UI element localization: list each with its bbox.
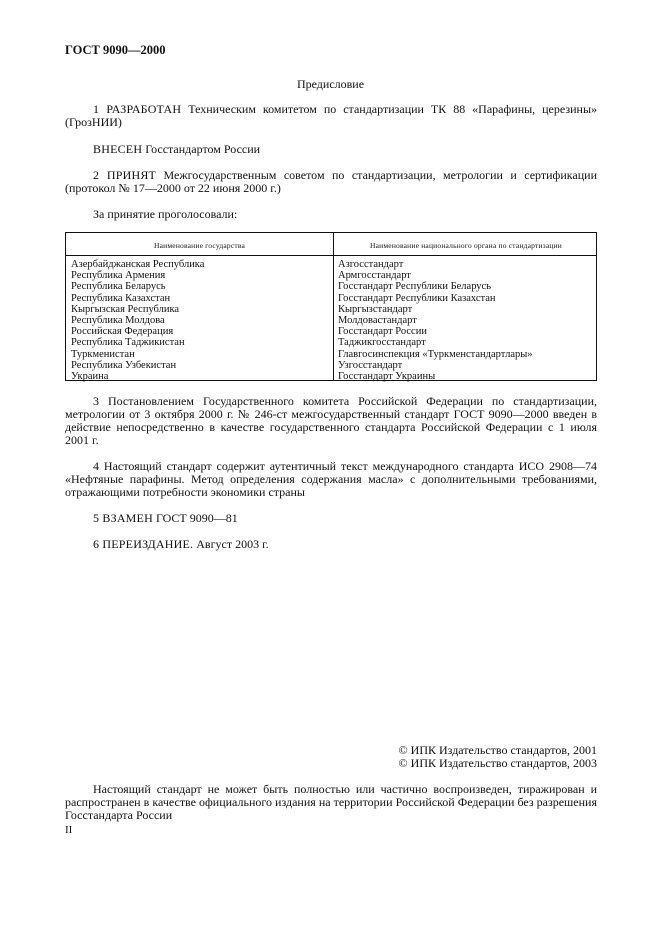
- standards-body-cell: Армгосстандарт: [338, 270, 411, 282]
- table-row: [66, 371, 596, 382]
- standards-body-cell: Таджикгосстандарт: [338, 337, 426, 349]
- table-header-state: Наименование государства: [153, 241, 245, 250]
- state-name-cell: Украина: [71, 370, 109, 382]
- standards-body-cell: Азгосстандарт: [338, 259, 404, 270]
- paragraph-authentic-text: 4 Настоящий стандарт содержит аутентичный текст международного стандарта ИСО 2908—74 «Нефтяные парафины. Метод определения содержания масла» с дополнительными требованиями, отражающими потребности экономики страны: [65, 459, 597, 499]
- paragraph-lead: 5 ВЗАМЕН: [93, 511, 153, 525]
- state-name-cell: Республика Армения: [71, 270, 166, 282]
- state-name-cell: Республика Казахстан: [71, 292, 171, 304]
- preface-title: Предисловие: [296, 77, 365, 91]
- paragraph-text: ГОСТ 9090—81: [152, 511, 238, 525]
- table-row: [66, 304, 596, 315]
- standards-body-cell: Главгосинспекция «Туркменстандартлары»: [338, 348, 533, 360]
- standards-body-cell: Кыргызстандарт: [338, 303, 413, 315]
- table-row: [66, 270, 596, 281]
- paragraph-decree: 3 Постановлением Государственного комитета Российской Федерации по стандартизации, метрологии от 3 октября 2000 г. № 246-ст межгосударственный стандарт ГОСТ 9090—2000 введен в действие непосредственно в качестве государственного стандарта Российской Федерации с 1 июля 2001 г.: [65, 394, 597, 447]
- paragraph-text: Техническим комитетом по стандартизации ТК 88 «Парафины, церезины» (ГрозНИИ): [65, 102, 598, 129]
- standards-body-cell: Госстандарт Республики Беларусь: [338, 281, 492, 293]
- state-name-cell: Российская Федерация: [71, 326, 174, 338]
- paragraph-reissue: [65, 538, 597, 551]
- paragraph-developed: [65, 103, 597, 129]
- paragraph-introduced: [65, 143, 597, 156]
- state-name-cell: Туркменистан: [71, 348, 135, 360]
- table-row: [66, 315, 596, 326]
- table-header-row: [66, 233, 596, 256]
- standards-body-cell: Госстандарт Республики Казахстан: [338, 292, 496, 304]
- standards-body-cell: Молдовастандарт: [338, 314, 417, 326]
- table-row: [66, 349, 596, 360]
- standards-body-cell: Узгосстандарт: [338, 359, 403, 371]
- copyright-line: © ИПК Издательство стандартов, 2003: [398, 756, 597, 770]
- state-name-cell: Республика Узбекистан: [71, 359, 177, 371]
- paragraph-voted: За принятие проголосовали:: [93, 207, 238, 221]
- table-row: [66, 259, 596, 270]
- standards-body-cell: Госстандарт Украины: [338, 370, 436, 382]
- paragraph-lead: 1 РАЗРАБОТАН: [93, 102, 182, 116]
- state-name-cell: Республика Беларусь: [71, 281, 166, 293]
- paragraph-lead: 6 ПЕРЕИЗДАНИЕ.: [93, 537, 194, 551]
- standards-body-cell: Госстандарт России: [338, 326, 427, 338]
- state-name-cell: Азербайджанская Республика: [71, 259, 205, 270]
- paragraph-lead: ВНЕСЕН: [93, 142, 143, 156]
- table-row: [66, 281, 596, 292]
- paragraph-replaces: [65, 512, 597, 525]
- table-row: [66, 326, 596, 337]
- paragraph-adopted: [65, 169, 597, 195]
- page-number: II: [65, 824, 73, 836]
- table-row: [66, 293, 596, 304]
- paragraph-text: Госстандартом России: [142, 142, 261, 156]
- state-name-cell: Республика Молдова: [71, 314, 165, 326]
- document-id-header: ГОСТ 9090—2000: [65, 43, 166, 57]
- state-name-cell: Кыргызская Республика: [71, 303, 180, 315]
- paragraph-text: Август 2003 г.: [193, 537, 269, 551]
- table-row: [66, 337, 596, 348]
- copyright-line: © ИПК Издательство стандартов, 2001: [398, 743, 597, 757]
- voting-table: [65, 232, 597, 381]
- state-name-cell: Республика Таджикистан: [71, 337, 185, 349]
- table-header-body: Наименование национального органа по стандартизации: [370, 241, 562, 250]
- table-row: [66, 360, 596, 371]
- paragraph-lead: 2 ПРИНЯТ: [93, 168, 157, 182]
- table-body: [66, 259, 596, 382]
- reproduction-notice: Настоящий стандарт не может быть полностью или частично воспроизведен, тиражирован и распространен в качестве официального издания на территории Российской Федерации без разрешения Госстандарта России: [65, 782, 597, 822]
- paragraph-text: Межгосударственным советом по стандартизации, метрологии и сертификации (протокол № 17—2000 от 22 июня 2000 г.): [65, 168, 597, 195]
